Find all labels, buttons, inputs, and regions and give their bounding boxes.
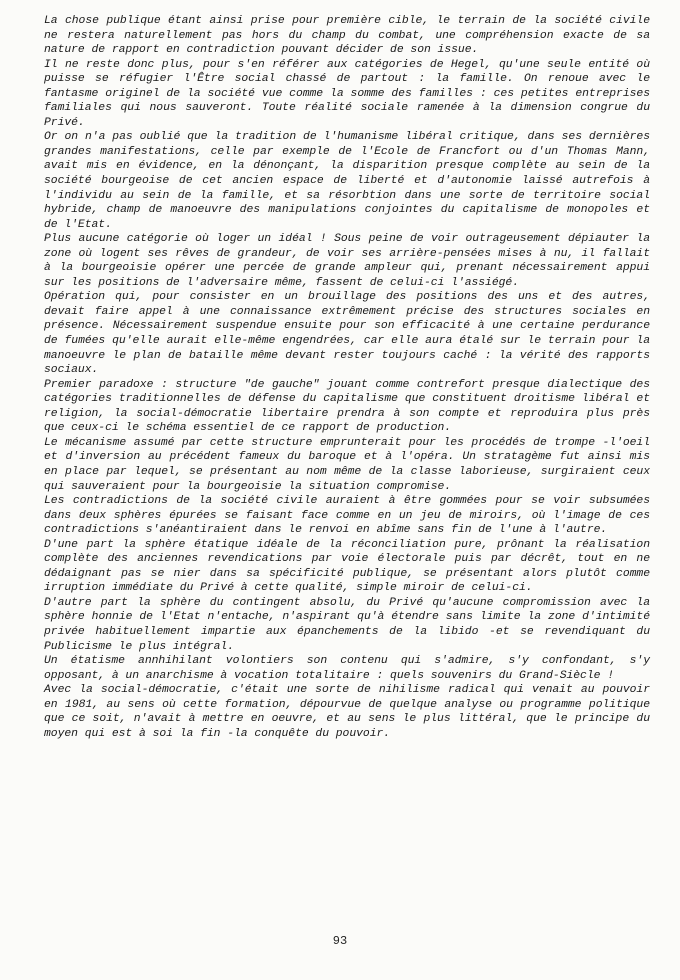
paragraph-3: Or on n'a pas oublié que la tradition de l'humanisme libéral critique, dans ses dernières grandes manifestations, celle par exemple de l'Ecole de Francfort ou d'un Thomas Mann, avait mis en évidence, en la dénonçant, la disparition presque complète au sein de la société bourgeoise de cet ancien espace de liberté et d'autonomie laissé autrefois à l'individu au sein de la famille, et sa résorbtion dans une sorte de territoire social hybride, champ de manoeuvre des manipulations conjointes du capitalisme de monopoles et de l'Etat. bbox=[44, 131, 650, 231]
paragraph-10: D'autre part la sphère du contingent absolu, du Privé qu'aucune compromission avec la sphère honnie de l'Etat n'entache, n'aspirant qu'à étendre sans limite la zone d'intimité privée habituellement impartie aux épanchements de la libido -et se revendiquant du Publicisme le plus intégral. bbox=[44, 596, 650, 653]
paragraph-7: Le mécanisme assumé par cette structure emprunterait pour les procédés de trompe -l'oeil et d'inversion au précédent fameux du baroque et à l'opéra. Un stratagème fut ainsi mis en place par lequel, se présentant au nom même de la classe laborieuse, surgiraient ceux qui sauveraient pour la bourgeoisie la situation compromise. bbox=[44, 436, 650, 493]
paragraph-9: D'une part la sphère étatique idéale de la réconciliation pure, prônant la réalisation complète des anciennes revendications par voie électorale puis par décrêt, tout en ne dédaignant pas se nier dans sa spécificité publique, se présentant alors plutôt comme irruption immédiate du Privé à cette qualité, simple miroir de celui-ci. bbox=[44, 538, 650, 595]
paragraph-6: Premier paradoxe : structure "de gauche" jouant comme contrefort presque dialectique des catégories traditionnelles de défense du capitalisme que constituent droitisme libéral et religion, la social-démocratie libertaire prendra à son compte et reproduira plus près que ceux-ci le schéma essentiel de ce rapport de production. bbox=[44, 378, 650, 435]
page-number: 93 bbox=[332, 934, 348, 948]
paragraph-8: Les contradictions de la société civile auraient à être gommées pour se voir subsumées dans deux sphères épurées se faisant face comme en un jeu de miroirs, où l'image de ces contradictions s'anéantiraient dans le renvoi en abîme sans fin de l'une à l'autre. bbox=[44, 495, 650, 537]
paragraph-2: Il ne reste donc plus, pour s'en référer aux catégories de Hegel, qu'une seule entité où puisse se réfugier l'Être social chassé de partout : la famille. On renoue avec le fantasme originel de la société vue comme la somme des familles : ces petites entreprises familiales qui nous sauveront. Toute réalité sociale ramenée à la dimension congrue du Privé. bbox=[44, 58, 650, 129]
body-text bbox=[44, 14, 650, 741]
paragraph-5: Opération qui, pour consister en un brouillage des positions des uns et des autres, devait faire appel à une connaissance extrêmement précise des structures sociales en présence. Nécessairement suspendue ensuite pour son efficacité à une certaine perdurance de fumées qu'elle aurait elle-même engendrées, car elle aura étalé sur le terrain pour la manoeuvre le plan de bataille même devant rester toujours caché : la vérité des rapports sociaux. bbox=[44, 291, 650, 377]
paragraph-4: Plus aucune catégorie où loger un idéal ! Sous peine de voir outrageusement dépiauter la zone où logent ses rêves de grandeur, de voir ses arrière-pensées mises à nu, il fallait à la bourgeoisie opérer une percée de grande ampleur qui, prenant nécessairement appui sur les positions de l'adversaire même, fassent de celui-ci l'assiégé. bbox=[44, 233, 650, 289]
paragraph-12: Avec la social-démocratie, c'était une sorte de nihilisme radical qui venait au pouvoir en 1981, au sens où cette formation, dépourvue de quelque analyse ou programme politique que ce soit, n'avait à mettre en oeuvre, et au sens le plus littéral, que le principe du moyen qui est à soi la fin -la conquête du pouvoir. bbox=[44, 684, 650, 740]
paragraph-1: La chose publique étant ainsi prise pour première cible, le terrain de la société civile ne restera naturellement pas hors du champ du combat, une compréhension exacte de sa nature de rapport en contradiction pouvant décider de son issue. bbox=[44, 15, 650, 57]
paragraph-11: Un étatisme annhihilant volontiers son contenu qui s'admire, s'y confondant, s'y opposant, à un anarchisme à vocation totalitaire : quels souvenirs du Grand-Siècle ! bbox=[44, 655, 650, 682]
